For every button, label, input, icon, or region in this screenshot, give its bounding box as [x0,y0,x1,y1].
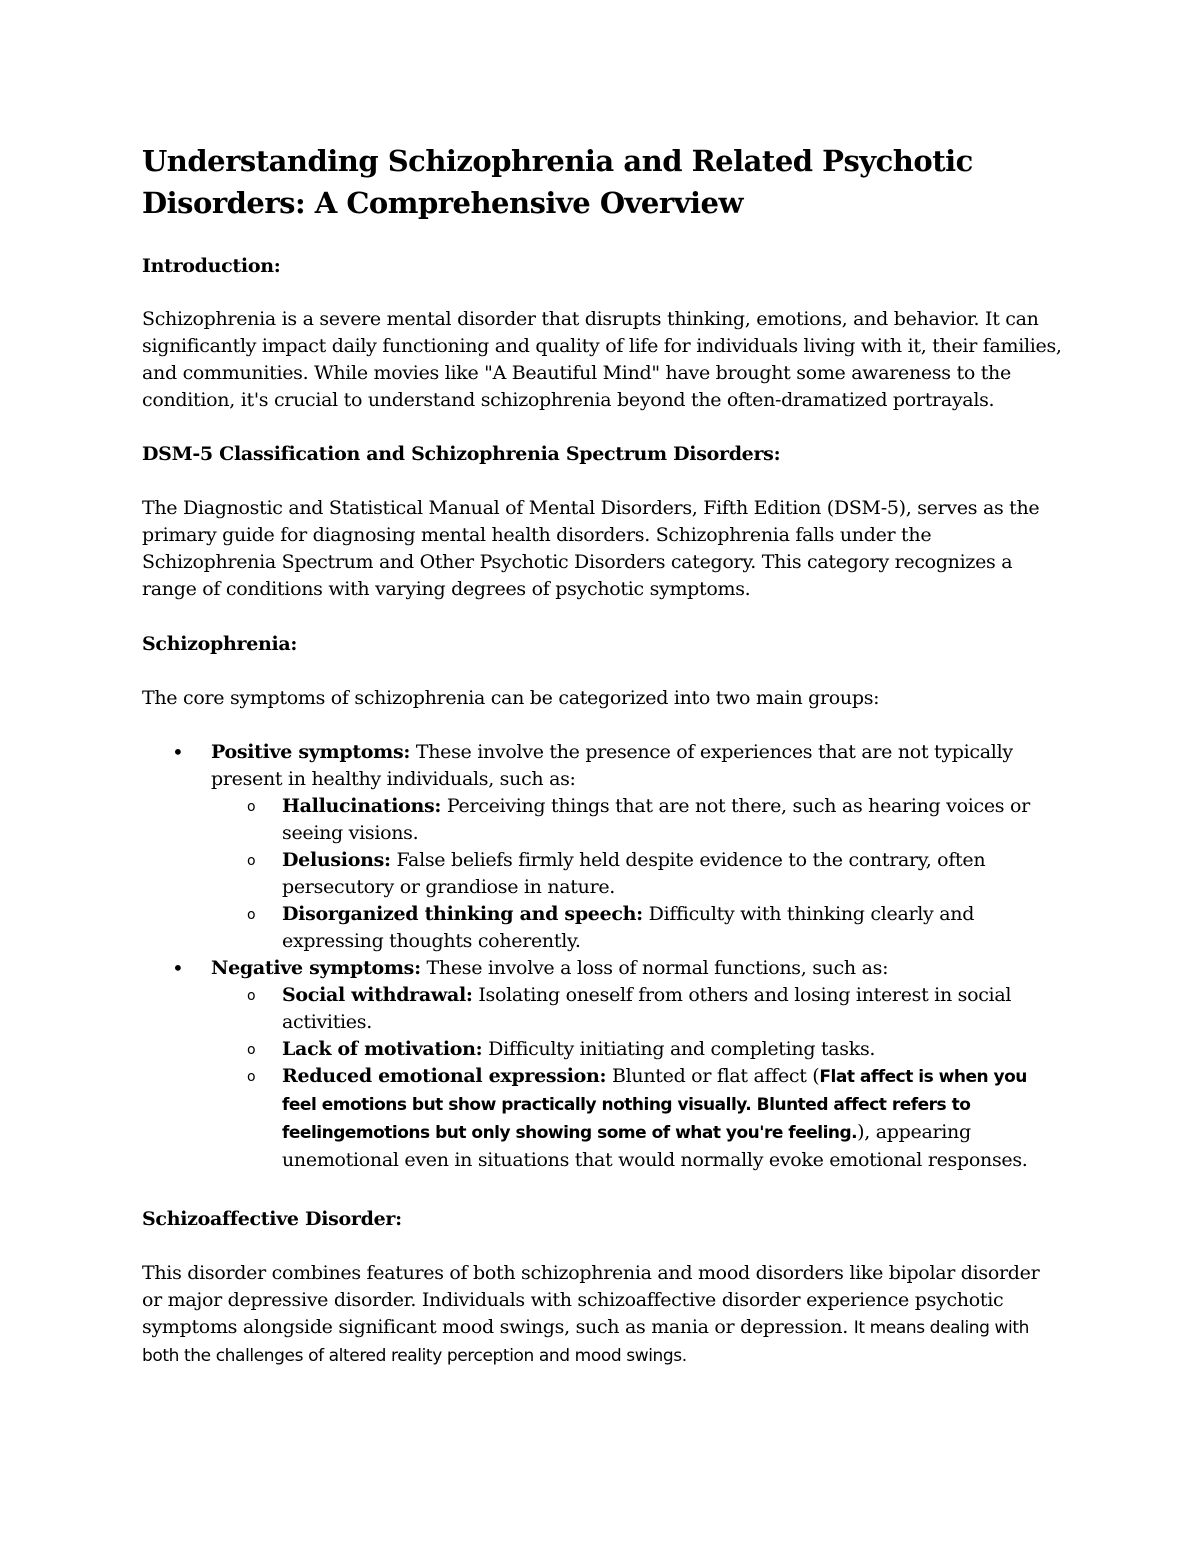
schizoaffective-note: It means dealing with both the challenges of altered reality perception and mood swings. [142,1318,1030,1366]
intro-heading: Introduction: [142,255,281,277]
schizoaffective-heading: Schizoaffective Disorder: [142,1208,402,1230]
list-item-lack-of-motivation [211,1036,1042,1063]
symptom-groups-list [142,739,1042,1174]
lack-of-motivation-text: Difficulty initiating and completing tasks. [482,1038,876,1060]
circle-bullet-icon: o [247,1042,256,1058]
dsm-paragraph: The Diagnostic and Statistical Manual of Mental Disorders, Fifth Edition (DSM-5), serves as the primary guide for diagnosing mental health disorders. Schizophrenia falls under the Schizophrenia Spectrum and Other Psychotic Disorders category. This category recognizes a range of conditions with varying degrees of psychotic symptoms. [142,497,1040,600]
positive-symptoms-text: These involve the presence of experiences that are not typically present in healthy individuals, such as: [211,741,1013,790]
social-withdrawal-label: Social withdrawal: [282,984,473,1006]
circle-bullet-icon: o [247,988,256,1004]
disorganized-thinking-text: Difficulty with thinking clearly and expressing thoughts coherently. [282,903,975,952]
intro-paragraph: Schizophrenia is a severe mental disorder that disrupts thinking, emotions, and behavior. It can significantly impact daily functioning and quality of life for individuals living with it, their families, and communities. While movies like "A Beautiful Mind" have brought some awareness to the condition, it's crucial to understand schizophrenia beyond the often-dramatized portrayals. [142,308,1062,411]
affect-note: Flat affect is when you feel emotions but show practically nothing visually. Blunted affect refers to feelingemotions but only showing some of what you're feeling. [282,1067,1027,1143]
reduced-expression-text-after: ), appearing unemotional even in situations that would normally evoke emotional responses. [282,1121,1028,1171]
hallucinations-text: Perceiving things that are not there, such as hearing voices or seeing visions. [282,795,1030,844]
schizophrenia-intro: The core symptoms of schizophrenia can be categorized into two main groups: [142,687,880,709]
circle-bullet-icon: o [247,1069,256,1085]
social-withdrawal-text: Isolating oneself from others and losing interest in social activities. [282,984,1012,1033]
dsm-heading: DSM-5 Classification and Schizophrenia Spectrum Disorders: [142,443,781,465]
negative-symptoms-item [142,955,1042,1174]
positive-symptoms-label: Positive symptoms: [211,741,411,763]
list-item-disorganized-thinking [211,901,1042,955]
bullet-icon: • [172,956,184,980]
lack-of-motivation-label: Lack of motivation: [282,1038,483,1060]
schizoaffective-text: This disorder combines features of both schizophrenia and mood disorders like bipolar disorder or major depressive disorder. Individuals with schizoaffective disorder experience psychotic symptoms alongside significant mood swings, such as mania or depression. [142,1262,1040,1338]
circle-bullet-icon: o [247,907,256,923]
delusions-text: False beliefs firmly held despite evidence to the contrary, often persecutory or grandiose in nature. [282,849,986,898]
negative-symptoms-sublist [211,982,1042,1174]
circle-bullet-icon: o [247,799,256,815]
bullet-icon: • [172,740,184,764]
list-item-hallucinations [211,793,1042,847]
positive-symptoms-sublist [211,793,1042,955]
hallucinations-label: Hallucinations: [282,795,442,817]
reduced-expression-label: Reduced emotional expression: [282,1065,607,1087]
list-item-social-withdrawal [211,982,1042,1036]
negative-symptoms-label: Negative symptoms: [211,957,421,979]
circle-bullet-icon: o [247,853,256,869]
document-title: Understanding Schizophrenia and Related Psychotic Disorders: A Comprehensive Overview [142,144,973,220]
list-item-reduced-emotional-expression [211,1063,1042,1174]
schizophrenia-heading: Schizophrenia: [142,633,298,655]
negative-symptoms-text: These involve a loss of normal functions, such as: [420,957,889,979]
schizoaffective-paragraph [142,1260,1062,1370]
list-item-delusions [211,847,1042,901]
reduced-expression-text-before: Blunted or flat affect ( [606,1065,820,1087]
disorganized-thinking-label: Disorganized thinking and speech: [282,903,643,925]
delusions-label: Delusions: [282,849,391,871]
positive-symptoms-item [142,739,1042,955]
